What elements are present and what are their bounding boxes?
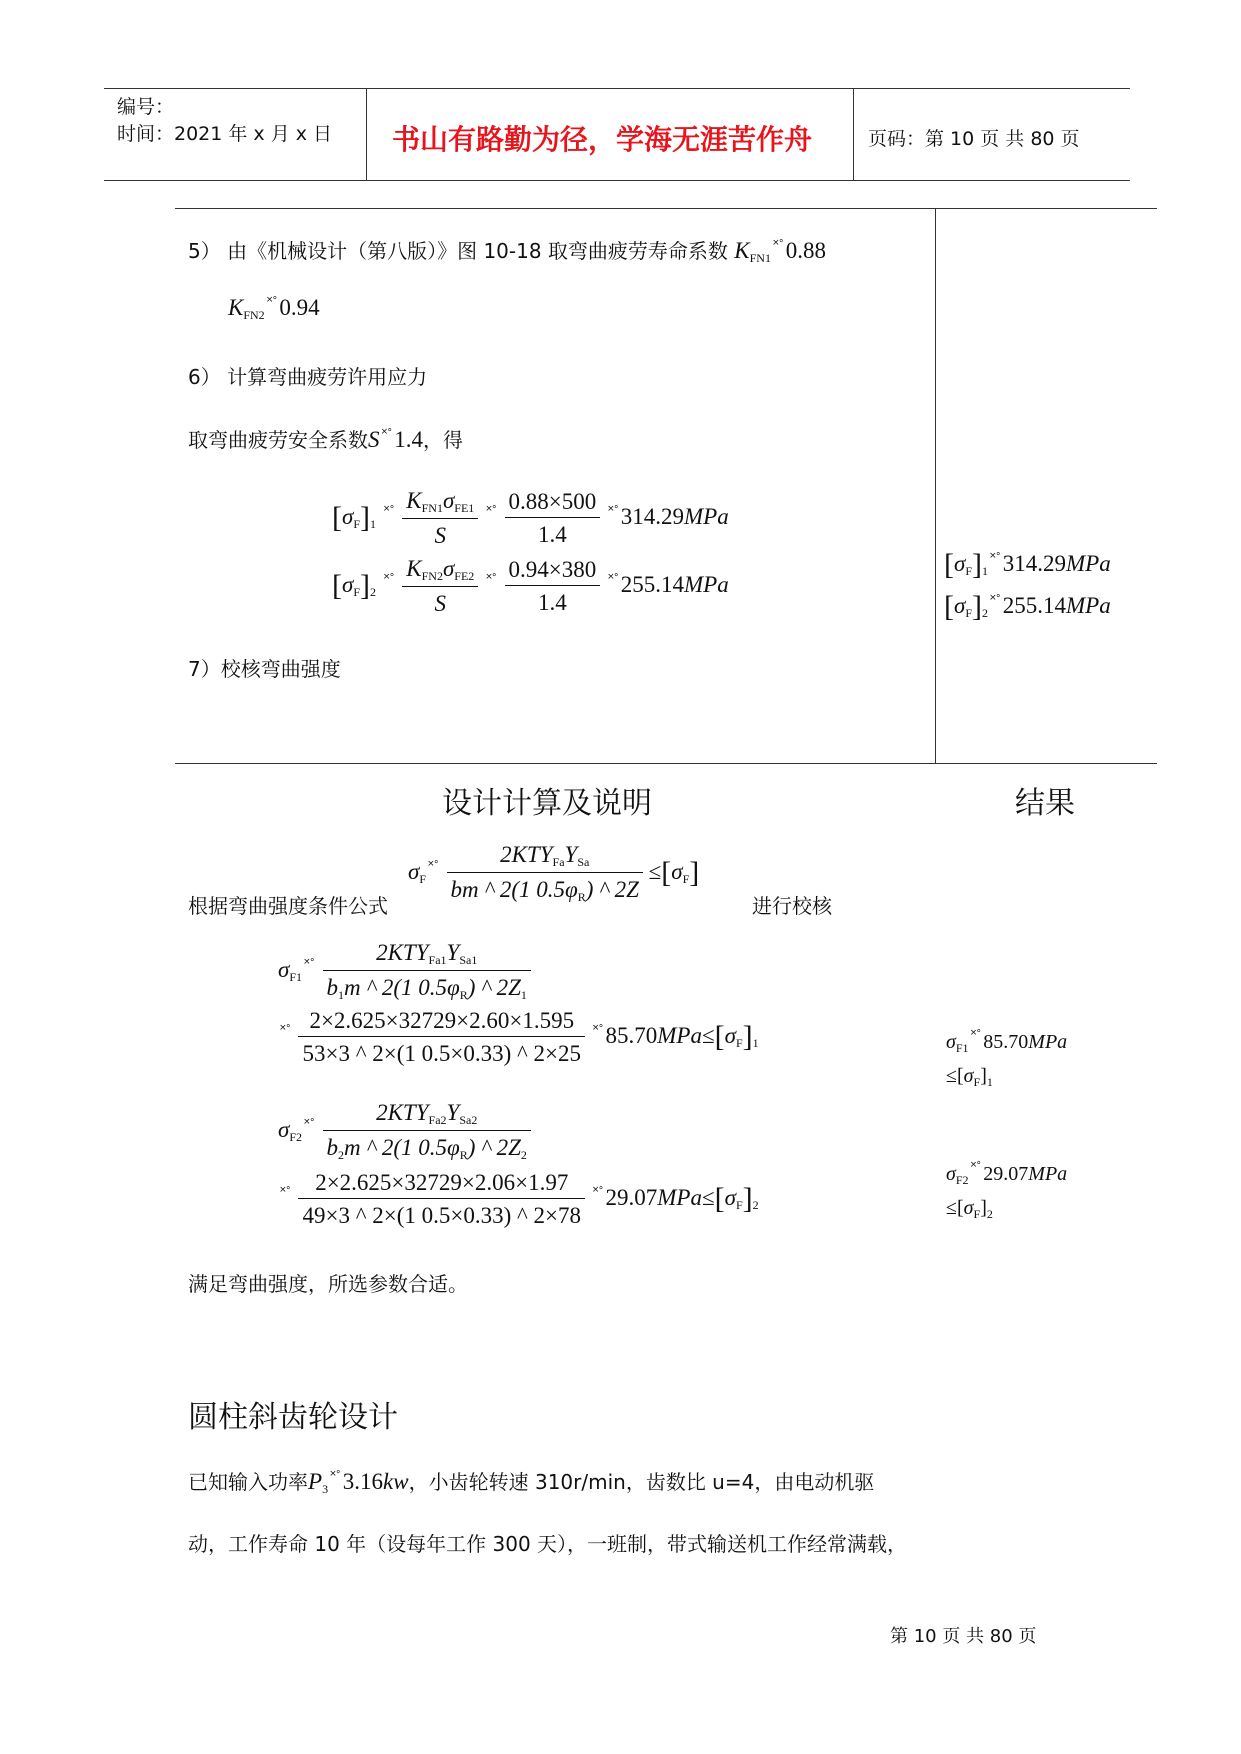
approx-glyph: ˟˚ — [383, 503, 395, 520]
f2-den-end-sub: 2 — [520, 1148, 527, 1162]
header-top-rule — [104, 88, 1130, 89]
input-line-1 — [188, 1466, 874, 1497]
f1-den-tail: m ^ 2(1 0.5φ — [344, 975, 460, 1000]
eq2-frac-symbolic — [402, 556, 478, 617]
approx-glyph: ˟˚ — [486, 503, 497, 520]
eq1-den2: 1.4 — [538, 522, 567, 547]
kfn2-value: 0.94 — [279, 295, 320, 320]
eq1-lhs: σ — [342, 503, 354, 529]
general-formula: $\sigma_F^{˟˚}$ $\frac{2KTY_{Fa}Y_{Sa}}{bm \^{} 2(1 0.5\varphi_R) \^{} 2Z}$ $\le[\sigma_F]$ — [408, 842, 700, 904]
gen-num-sub1: Fa — [552, 855, 565, 869]
eq2-lhs-sub: F — [353, 584, 361, 599]
f2-num-sub1: Fa2 — [428, 1113, 447, 1127]
res1-sym-sub: F — [965, 564, 973, 578]
safety-line — [188, 424, 463, 453]
input-text-before: 已知输入功率 — [188, 1470, 308, 1494]
f1-den-end-sub: 1 — [520, 988, 527, 1002]
conclusion-text: 满足弯曲强度，所选参数合适。 — [188, 1272, 468, 1296]
approx-glyph: ˟˚ — [592, 1184, 604, 1201]
eq2-lhs: σ — [342, 571, 354, 597]
eq1-frac-numeric — [505, 489, 601, 548]
res2-idx: 2 — [982, 606, 989, 620]
gen-num-sub2: Sa — [577, 855, 590, 869]
header-divider-left — [366, 88, 367, 180]
right-r1-value: 85.70 — [983, 1031, 1029, 1053]
approx-glyph: ˟˚ — [608, 571, 619, 588]
header-motto: 书山有路勤为径，学海无涯苦作舟 — [392, 123, 813, 156]
right-result-f2: $\sigma_{F2}^{˟˚}$ 29.07MPa $\le[\sigma_F]_2$ — [946, 1160, 1068, 1221]
eq2-num1: K — [406, 556, 422, 581]
eq1-den1: S — [434, 523, 447, 548]
f2-symbolic: $\sigma_{F2}^{˟˚}$ $\frac{2KTY_{Fa2}Y_{Sa2}}{b_2m \^{} 2(1 0.5\varphi_R) \^{} 2Z_2}$ — [278, 1100, 531, 1163]
res1-unit: MPa — [1066, 551, 1111, 576]
eq2-frac-numeric — [505, 557, 601, 616]
header-date-label: 时间：2021 年 x 月 x 日 — [117, 123, 333, 145]
step7-text: 7）校核弯曲强度 — [188, 657, 341, 681]
eq1-unit: MPa — [684, 503, 729, 529]
eq1-num1-sub: FN1 — [421, 501, 443, 515]
approx-glyph: ˟˚ — [970, 1160, 982, 1176]
approx-glyph: ˟˚ — [383, 571, 395, 588]
input-line-2: 动，工作寿命 10 年（设每年工作 300 天），一班制，带式输送机工作经常满载， — [188, 1532, 908, 1556]
result-sigma-f2: $[\sigma_F]_2^{˟˚}255.14MPa$ — [944, 590, 1111, 623]
eq1-result: 314.29 — [620, 503, 685, 529]
right-result-f1: $\sigma_{F1}^{˟˚}$ 85.70MPa $\le[\sigma_F]_1$ — [946, 1028, 1068, 1089]
eq2-den1: S — [434, 591, 447, 616]
kfn1-value: 0.88 — [785, 238, 826, 263]
res1-sym: σ — [954, 551, 966, 576]
p-value: 3.16 — [342, 1469, 384, 1494]
gen-frac — [447, 842, 643, 905]
input-text-after: ，小齿轮转速 310r/min，齿数比 u=4，由电动机驱 — [408, 1470, 875, 1494]
header-divider-right — [853, 88, 854, 180]
f1-unit: MPa — [657, 1022, 702, 1048]
gen-den-tail: ) ^ 2Z — [585, 877, 639, 902]
gen-den-sub: R — [577, 890, 586, 904]
f2-idx: 2 — [752, 1197, 759, 1212]
equation-sigma-f2: $[\sigma_F]_2$ ˟˚ $\frac{K_{FN2}\sigma_{FE2}}{S}$ ˟˚ $\frac{0.94\times 380}{1.4}$ ˟˚255.14MPa — [332, 556, 729, 616]
f2-num-sub2: Sa2 — [459, 1113, 478, 1127]
p-sub: 3 — [322, 1482, 329, 1496]
f1-idx: 1 — [752, 1035, 759, 1050]
res2-sym: σ — [954, 593, 966, 618]
eq2-num1b-sub: FE2 — [454, 569, 475, 583]
gen-num: 2KTY — [500, 842, 553, 867]
f2-calc-den: 49×3 ^ 2×(1 0.5×0.33) ^ 2×78 — [302, 1203, 582, 1228]
eq1-idx: 1 — [370, 516, 377, 531]
f2-den-b: b — [326, 1135, 339, 1160]
header-code-label: 编号： — [117, 96, 175, 118]
upper-top-rule — [175, 208, 1157, 209]
upper-bottom-rule — [175, 763, 1157, 764]
f1-den-b: b — [326, 975, 339, 1000]
result-sigma-f1: $[\sigma_F]_1^{˟˚}314.29MPa$ — [944, 548, 1111, 581]
eq1-num1b: σ — [442, 488, 455, 513]
safety-text-after: ，得 — [422, 428, 463, 452]
f1-den-end: ) ^ 2Z — [467, 975, 521, 1000]
approx-glyph: ˟˚ — [304, 956, 315, 973]
f2-den-r: R — [459, 1148, 468, 1162]
f2-calc-num: 2×2.625×32729×2.06×1.97 — [298, 1170, 585, 1199]
f2-result: 29.07 — [605, 1184, 658, 1210]
section-header-right: 结果 — [1015, 786, 1075, 821]
approx-glyph: ˟˚ — [266, 295, 278, 311]
upper-result-divider — [935, 208, 936, 763]
equation-sigma-f1: $[\sigma_F]_1$ ˟˚ $\frac{K_{FN1}\sigma_{FE1}}{S}$ ˟˚ $\frac{0.88\times 500}{1.4}$ ˟˚314.29MPa — [332, 488, 729, 548]
eq1-num1: K — [406, 488, 422, 513]
approx-glyph: ˟˚ — [304, 1116, 315, 1133]
f1-calc-den: 53×3 ^ 2×(1 0.5×0.33) ^ 2×25 — [302, 1041, 582, 1066]
eq1-frac-symbolic — [402, 488, 478, 549]
f2-unit: MPa — [657, 1184, 702, 1210]
kfn2-line — [228, 295, 320, 323]
f1-result: 85.70 — [605, 1022, 658, 1048]
kfn1-sub: FN1 — [749, 251, 771, 265]
footer-page: 第 10 页 共 80 页 — [890, 1626, 1037, 1647]
gen-lhs-sub: F — [419, 871, 427, 886]
formula-intro: 根据弯曲强度条件公式 — [188, 894, 388, 918]
approx-glyph: ˟˚ — [381, 427, 393, 443]
eq2-result: 255.14 — [620, 571, 685, 597]
p-unit: kw — [383, 1469, 409, 1494]
f1-symbolic: $\sigma_{F1}^{˟˚}$ $\frac{2KTY_{Fa1}Y_{Sa1}}{b_1m \^{} 2(1 0.5\varphi_R) \^{} 2Z_1}$ — [278, 940, 531, 1003]
eq1-lhs-sub: F — [353, 516, 361, 531]
approx-glyph: ˟˚ — [486, 571, 497, 588]
f1-den-r: R — [459, 988, 468, 1002]
approx-glyph: ˟˚ — [990, 593, 1001, 609]
eq2-num1b: σ — [442, 556, 455, 581]
approx-glyph: ˟˚ — [990, 551, 1001, 567]
gen-num-y: Y — [564, 842, 578, 867]
f1-frac-numeric — [298, 1008, 585, 1067]
kfn2-symbol: K — [228, 295, 244, 320]
eq2-den2: 1.4 — [538, 590, 567, 615]
header-page-label: 页码：第 10 页 共 80 页 — [868, 128, 1080, 150]
eq1-num1b-sub: FE1 — [454, 501, 475, 515]
f1-num: 2KTY — [376, 940, 429, 965]
safety-value: 1.4 — [394, 427, 423, 452]
f1-lhs-sub: F1 — [289, 969, 303, 984]
f2-lhs-sub: F2 — [289, 1129, 303, 1144]
f1-calc-num: 2×2.625×32729×2.60×1.595 — [298, 1008, 585, 1037]
res1-value: 314.29 — [1002, 551, 1067, 576]
f1-den-b-sub: 1 — [338, 988, 345, 1002]
step5-label: 5） 由《机械设计（第八版）》图 10-18 取弯曲疲劳寿命系数 — [188, 239, 728, 263]
right-r2-value: 29.07 — [983, 1163, 1029, 1185]
kfn2-sub: FN2 — [243, 308, 265, 322]
eq1-num2: 0.88×500 — [505, 489, 601, 518]
step5-text — [188, 235, 826, 266]
res2-value: 255.14 — [1002, 593, 1067, 618]
approx-glyph: ˟˚ — [280, 1184, 291, 1201]
formula-after: 进行校核 — [752, 894, 832, 918]
f2-den-tail: m ^ 2(1 0.5φ — [344, 1135, 460, 1160]
approx-glyph: ˟˚ — [970, 1028, 982, 1044]
f1-frac-symbolic: $\frac{2KTY_{Fa1}Y_{Sa1}}{b_1m \^{} 2(1 0.5\varphi_R) \^{} 2Z_1}$ — [323, 940, 531, 1003]
kfn1-symbol: K — [734, 238, 750, 263]
f2-frac-symbolic: $\frac{2KTY_{Fa2}Y_{Sa2}}{b_2m \^{} 2(1 0.5\varphi_R) \^{} 2Z_2}$ — [323, 1100, 531, 1163]
approx-glyph: ˟˚ — [280, 1022, 291, 1039]
eq2-idx: 2 — [370, 584, 377, 599]
f2-num: 2KTY — [376, 1100, 429, 1125]
f2-den-end: ) ^ 2Z — [467, 1135, 521, 1160]
eq2-num1-sub: FN2 — [421, 569, 443, 583]
gen-lhs: σ — [408, 858, 420, 884]
approx-glyph: ˟˚ — [428, 858, 439, 875]
approx-glyph: ˟˚ — [772, 238, 784, 254]
res1-idx: 1 — [982, 564, 989, 578]
p-symbol: P — [308, 1469, 323, 1494]
eq2-unit: MPa — [684, 571, 729, 597]
f1-num-sub2: Sa1 — [459, 953, 478, 967]
approx-glyph: ˟˚ — [608, 503, 619, 520]
f2-den-b-sub: 2 — [338, 1148, 345, 1162]
helical-title: 圆柱斜齿轮设计 — [188, 1400, 398, 1435]
res2-sym-sub: F — [965, 606, 973, 620]
approx-glyph: ˟˚ — [592, 1022, 604, 1039]
safety-symbol: S — [368, 427, 380, 452]
f1-numeric: ˟˚ $\frac{2\times 2.625\times 32729\times 2.60\times 1.595}{53\times 3 \^{} 2\times(1 0.5\times 0.33) \^{} 2\times 25}$ $^{˟˚}85.70MPa\le[\sigma_F]_1$ — [280, 1008, 759, 1066]
step6-text: 6） 计算弯曲疲劳许用应力 — [188, 365, 428, 389]
f2-frac-numeric — [298, 1170, 585, 1229]
section-header-left: 设计计算及说明 — [442, 786, 652, 821]
gen-den: bm ^ 2(1 0.5φ — [450, 877, 578, 902]
header-bottom-rule — [104, 180, 1130, 181]
safety-text-before: 取弯曲疲劳安全系数 — [188, 428, 368, 452]
f2-numeric: ˟˚ $\frac{2\times 2.625\times 32729\times 2.06\times 1.97}{49\times 3 \^{} 2\times(1 0.5\times 0.33) \^{} 2\times 78}$ $^{˟˚}29.07MPa\le[\sigma_F]_2$ — [280, 1170, 759, 1228]
gen-rhs: σ — [671, 858, 683, 884]
eq2-num2: 0.94×380 — [505, 557, 601, 586]
res2-unit: MPa — [1066, 593, 1111, 618]
f1-num-sub1: Fa1 — [428, 953, 447, 967]
approx-glyph: ˟˚ — [330, 1469, 341, 1485]
